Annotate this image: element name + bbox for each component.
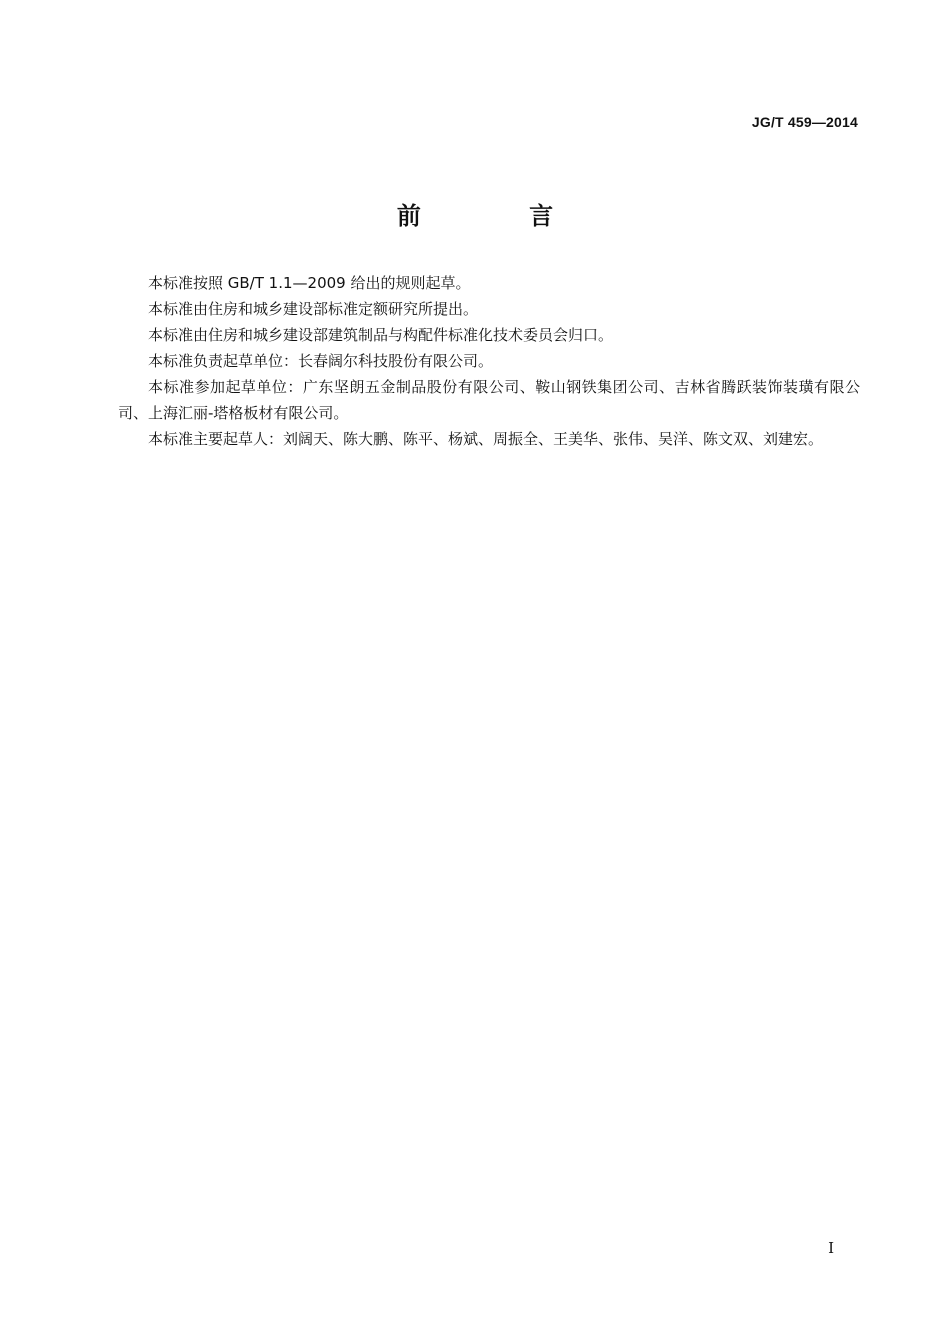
page-title: 前 言	[396, 202, 604, 230]
paragraph-lead-drafting-unit: 本标准负责起草单位：长春阔尔科技股份有限公司。	[148, 352, 494, 370]
page-number: I	[828, 1239, 834, 1257]
standard-code: JG/T 459—2014	[751, 114, 858, 130]
paragraph-drafting-rules: 本标准按照 GB/T 1.1—2009 给出的规则起草。	[148, 274, 471, 292]
foreword-body	[118, 270, 860, 452]
paragraph-main-drafters: 本标准主要起草人：刘阔天、陈大鹏、陈平、杨斌、周振全、王美华、张伟、吴洋、陈文双、刘建宏。	[148, 430, 824, 448]
paragraph-under-jurisdiction: 本标准由住房和城乡建设部建筑制品与构配件标准化技术委员会归口。	[148, 326, 614, 344]
paragraph-proposed-by: 本标准由住房和城乡建设部标准定额研究所提出。	[148, 300, 479, 318]
paragraph-participating-units: 本标准参加起草单位：广东坚朗五金制品股份有限公司、鞍山钢铁集团公司、吉林省腾跃装饰装璜有限公司、上海汇丽-塔格板材有限公司。	[118, 378, 860, 422]
